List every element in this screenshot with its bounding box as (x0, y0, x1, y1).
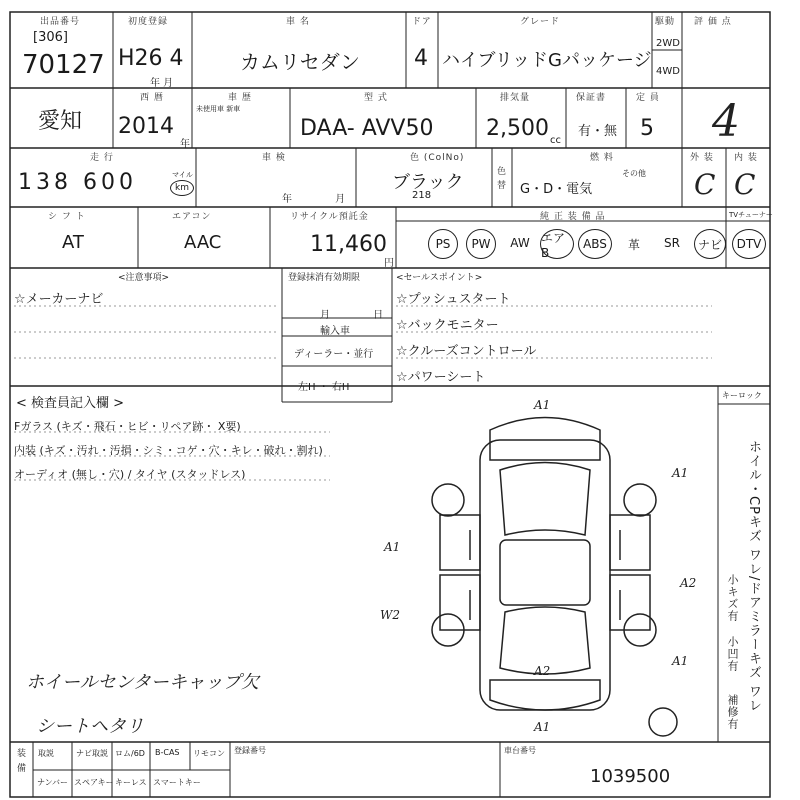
displacement-label: 排気量 (500, 93, 531, 103)
interior-note: 内装 (キズ・汚れ・汚損・シミ・コゲ・穴・キレ・破れ・割れ) (14, 444, 323, 457)
side-minor-dent: 小凹有 (726, 636, 739, 672)
equipment-ps: PS (428, 229, 458, 259)
reg-month-day: 月 日 (320, 310, 384, 321)
damage-mark: A1 (384, 540, 401, 554)
doors: 4 (414, 46, 428, 71)
cc-unit: cc (550, 135, 561, 146)
color-label: 色 (ColNo) (410, 153, 465, 163)
fuel: G・D・電気 (520, 182, 593, 197)
mileage-label: 走 行 (90, 153, 114, 163)
footer-cell: ナビ取説 (76, 749, 108, 758)
footer-side-label: 装備 (15, 748, 25, 778)
damage-mark: A1 (534, 398, 551, 412)
doors-label: ドア (412, 17, 432, 27)
equipment-dtv: DTV (732, 229, 766, 259)
equipment-leather: 革 (627, 238, 640, 252)
first-reg-unit: 年 月 (150, 78, 174, 89)
sales-label: <セールスポイント> (396, 273, 483, 283)
sales-point-2: ☆バックモニター (396, 318, 499, 333)
interior-label: 内 装 (734, 153, 758, 163)
inspection-unit: 年 月 (282, 194, 346, 205)
score: 4 (712, 96, 740, 147)
recycle-unit: 円 (384, 258, 394, 269)
import-label: 輸入車 (320, 326, 350, 337)
grade-label: グレード (520, 17, 561, 27)
damage-mark: A1 (672, 466, 689, 480)
caution-item: ☆メーカーナビ (14, 292, 104, 307)
footer-cell: ナンバー (37, 778, 69, 787)
fuel-other: その他 (622, 169, 646, 178)
damage-mark: W2 (380, 608, 400, 622)
equipment-pw: PW (466, 229, 496, 259)
western-year-label: 西 暦 (140, 93, 164, 103)
reg-period-label: 登録抹消有効期限 (288, 273, 361, 283)
first-reg-label: 初度登録 (128, 17, 169, 27)
side-repair: 補修有 (726, 694, 739, 730)
footer-cell: スマートキー (153, 778, 201, 787)
sales-point-4: ☆パワーシート (396, 370, 486, 385)
footer-cell: スペアキー (74, 778, 114, 787)
drive-4wd: 4WD (656, 66, 680, 77)
color-no: 218 (412, 190, 432, 201)
side-column-text: ホイル・CPキズ ワレ/ドアミラーキズ ワレ (746, 440, 761, 713)
chassis-number: 1039500 (590, 766, 671, 787)
inspection-label: 車 検 (262, 153, 286, 163)
equipment-sunroof: SR (664, 236, 680, 250)
color-change-label: 色替 (497, 167, 508, 191)
dealer-label: ディーラー・並行 (294, 349, 374, 360)
tv-tuner-label: TVチューナー (729, 211, 773, 219)
sales-point-3: ☆クルーズコントロール (396, 344, 537, 359)
shift: AT (62, 232, 84, 253)
warranty: 有・無 (578, 124, 618, 139)
chassis-label: 車台番号 (504, 746, 536, 755)
equipment-abs: ABS (578, 229, 612, 259)
equipment-navi: ナビ (694, 229, 726, 259)
equipment-label: 純 正 装 備 品 (540, 212, 606, 222)
shift-label: シ フ ト (48, 212, 86, 222)
damage-mark: A2 (534, 664, 551, 678)
caution-label: <注意事項> (118, 273, 170, 283)
drive-2wd: 2WD (656, 38, 680, 49)
mileage-alt-unit: マイル (172, 171, 193, 179)
warranty-label: 保証書 (576, 93, 607, 103)
model: DAA- AVV50 (300, 116, 434, 141)
color: ブラック (392, 172, 464, 193)
inspector-title: < 検査員記入欄 > (16, 396, 125, 411)
grade: ハイブリッドGパッケージ (442, 50, 652, 71)
footer-cell: リモコン (193, 749, 225, 758)
history-sub: 未使用車 新車 (196, 105, 241, 113)
ac: AAC (184, 232, 222, 253)
exterior-label: 外 装 (690, 153, 714, 163)
interior-grade: C (734, 168, 756, 201)
reg-no-label: 登録番号 (234, 746, 266, 755)
car-name: カムリセダン (240, 50, 360, 74)
footer-cell: ロム/6D (115, 749, 145, 758)
recycle-label: リサイクル預託金 (290, 212, 369, 222)
first-reg: H26 4 (118, 46, 184, 71)
lot-no-label: 出品番号 (40, 17, 81, 27)
region: 愛知 (38, 109, 83, 134)
equipment-airbag: エアB (540, 229, 574, 259)
mileage: 138 600 (18, 170, 137, 195)
fuel-label: 燃 料 (590, 153, 614, 163)
key-lock-label: キーロック (722, 391, 762, 400)
damage-mark: A2 (680, 576, 697, 590)
history-label: 車 歴 (228, 93, 252, 103)
drive-label: 駆動 (655, 17, 676, 27)
capacity-label: 定 員 (636, 93, 660, 103)
western-year: 2014 (118, 114, 174, 139)
windshield-note: Fガラス (キズ・飛石・ヒビ・リペア跡・ X要) (14, 420, 241, 433)
car-name-label: 車 名 (286, 17, 310, 27)
handle-label: 左H ・ 右H (298, 382, 350, 393)
exterior-grade: C (694, 168, 716, 201)
side-minor-scratch: 小キズ有 (726, 574, 739, 622)
recycle: 11,460 (310, 232, 387, 257)
handwritten-note-1: ホイールセンターキャップ欠 (26, 672, 259, 693)
damage-mark: A1 (672, 654, 689, 668)
lot-no: 70127 (22, 50, 105, 80)
mileage-unit: km (170, 180, 194, 196)
score-label: 評 価 点 (694, 17, 732, 27)
footer-cell: キーレス (115, 778, 147, 787)
western-year-unit: 年 (180, 139, 190, 150)
ac-label: エアコン (172, 212, 212, 222)
handwritten-note-2: シートヘタリ (36, 716, 144, 737)
footer-cell: B-CAS (155, 748, 180, 757)
capacity: 5 (640, 116, 654, 141)
lot-no-small: [306] (33, 30, 68, 45)
footer-cell: 取説 (38, 749, 54, 758)
sales-point-1: ☆プッシュスタート (396, 292, 511, 307)
damage-mark: A1 (534, 720, 551, 734)
audio-tire-note: オーディオ (無し・穴) / タイヤ (スタッドレス) (14, 468, 246, 481)
model-label: 型 式 (364, 93, 388, 103)
displacement: 2,500 (486, 116, 549, 141)
equipment-aw: AW (510, 236, 530, 250)
